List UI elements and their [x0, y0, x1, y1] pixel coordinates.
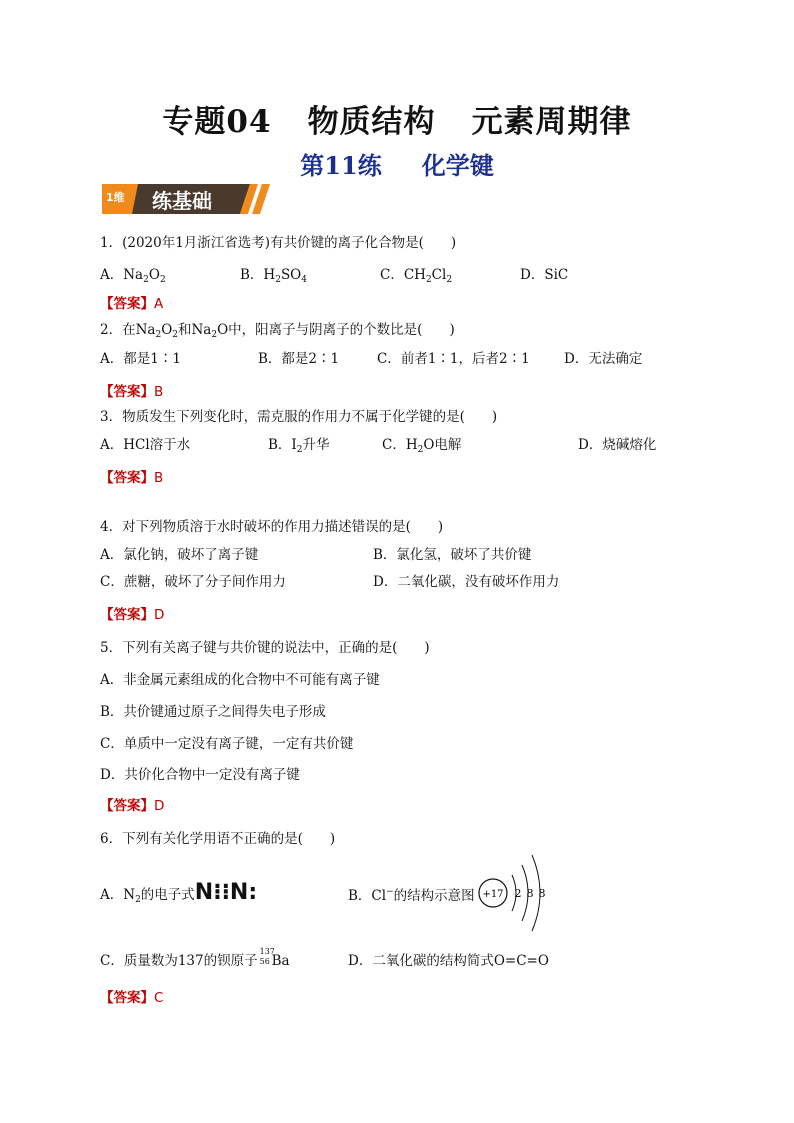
q3-option-a: A．HCl溶于水 — [100, 437, 191, 453]
q5-answer: 【答案】D — [100, 798, 165, 814]
q2-option-a: A．都是1∶1 — [100, 351, 181, 367]
q3-option-b: B．$I_2$升华 — [268, 437, 330, 455]
q2-option-c: C．前者1∶1，后者2∶1 — [377, 351, 530, 367]
q6-answer: 【答案】C — [100, 990, 164, 1006]
question-6-stem: 6．下列有关化学用语不正确的是( ) — [100, 831, 336, 847]
nucleus-charge: +17 — [482, 889, 504, 900]
shell-1-electrons: 2 — [514, 887, 522, 900]
question-5-stem: 5．下列有关离子键与共价键的说法中，正确的是( ) — [100, 640, 430, 656]
q6-option-c: C．质量数为137的钡原子 137 56 Ba — [100, 946, 290, 969]
q1-option-a: A．$Na_2O_2$ — [100, 267, 166, 285]
q6-option-d: D．二氧化碳的结构简式O=C=O — [348, 953, 549, 969]
q6-option-b: B．Cl−的结构示意图 — [348, 887, 475, 904]
page-subtitle: 第11练 化学键 — [300, 151, 494, 180]
shell-2-electrons: 8 — [526, 887, 534, 900]
q1-option-d: D．SiC — [520, 267, 569, 283]
q5-option-c: C．单质中一定没有离子键，一定有共价键 — [100, 736, 354, 752]
q1-option-b: B．$H_2SO_4$ — [240, 267, 307, 285]
atomic-structure-diagram — [476, 850, 556, 940]
banner-label: 练基础 — [152, 189, 212, 213]
q3-option-c: C．$H_2O$电解 — [382, 437, 462, 455]
q1-option-c: C．$CH_2Cl_2$ — [380, 267, 453, 285]
question-4-stem: 4．对下列物质溶于水时破坏的作用力描述错误的是( ) — [100, 519, 444, 535]
q5-option-b: B．共价键通过原子之间得失电子形成 — [100, 704, 326, 720]
shell-3-electrons: 8 — [538, 887, 546, 900]
q1-answer: 【答案】A — [100, 296, 164, 312]
q3-option-d: D．烧碱熔化 — [578, 437, 657, 453]
q2-option-d: D．无法确定 — [564, 351, 643, 367]
isotope-notation: 137 56 — [259, 946, 275, 966]
q4-option-b: B．氯化氢，破坏了共价键 — [373, 547, 532, 563]
electron-formula: N⁝⁝N: — [194, 880, 258, 905]
q4-answer: 【答案】D — [100, 607, 165, 623]
section-banner — [100, 180, 280, 216]
q4-option-c: C．蔗糖，破坏了分子间作用力 — [100, 574, 286, 590]
q3-answer: 【答案】B — [100, 470, 164, 486]
question-3-stem: 3．物质发生下列变化时，需克服的作用力不属于化学键的是( ) — [100, 409, 498, 425]
q5-option-d: D．共价化合物中一定没有离子键 — [100, 767, 300, 783]
q4-option-a: A．氯化钠，破坏了离子键 — [100, 547, 259, 563]
question-1-stem: 1．(2020年1月浙江省选考)有共价键的离子化合物是( ) — [100, 235, 457, 251]
q2-answer: 【答案】B — [100, 384, 164, 400]
q2-option-b: B．都是2∶1 — [258, 351, 340, 367]
q6-option-a: A．$N_2$的电子式N⁝⁝N: — [100, 880, 258, 905]
question-2-stem: 2．在$Na_2O_2$和$Na_2O$中，阳离子与阴离子的个数比是( ) — [100, 322, 455, 340]
banner-tag: 1维 — [106, 191, 125, 204]
q4-option-d: D．二氧化碳，没有破坏作用力 — [373, 574, 560, 590]
page-title: 专题04 物质结构 元素周期律 — [162, 104, 632, 140]
q5-option-a: A．非金属元素组成的化合物中不可能有离子键 — [100, 672, 380, 688]
